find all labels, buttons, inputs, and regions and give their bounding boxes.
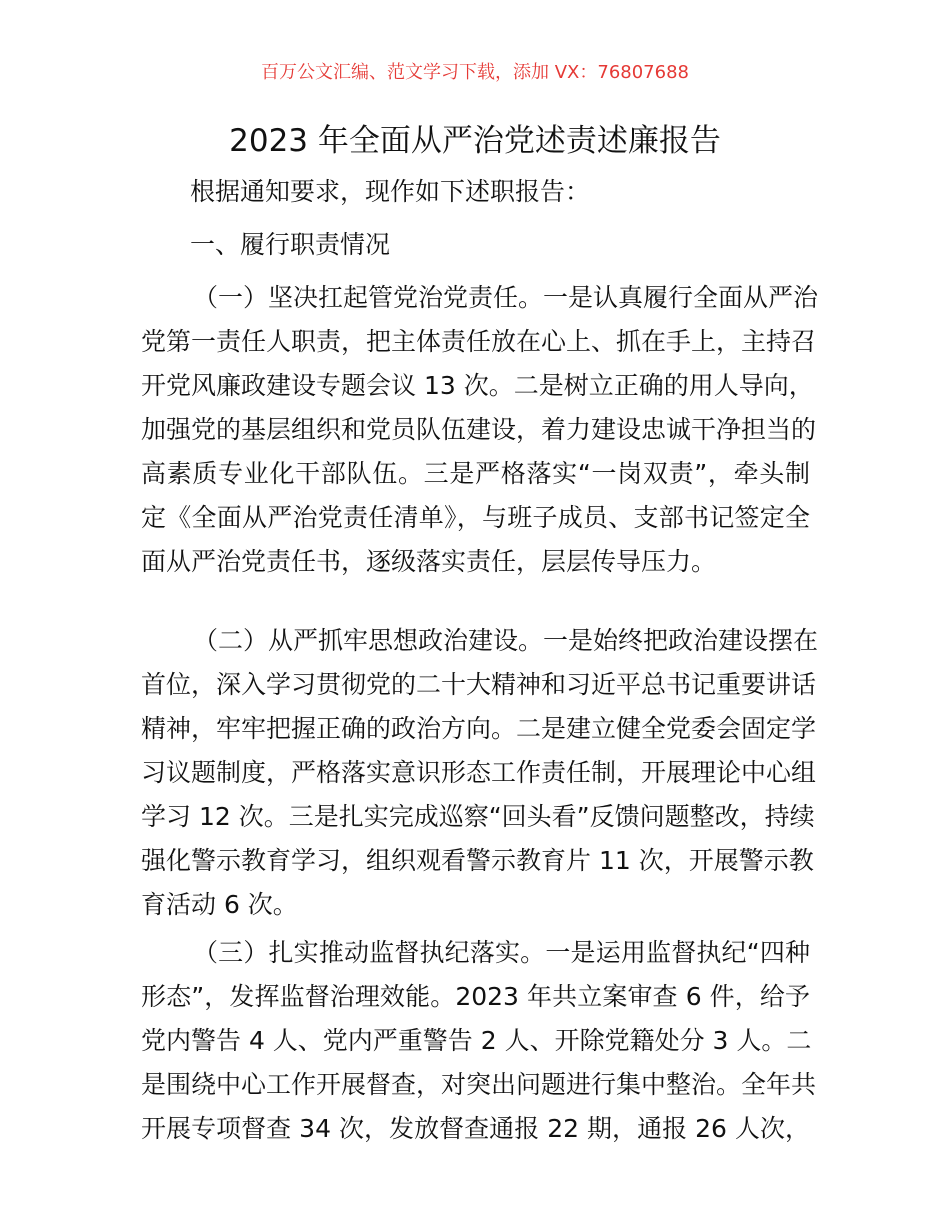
paragraph-line: 首位，深入学习贯彻党的二十大精神和习近平总书记重要讲话	[141, 670, 817, 699]
paragraph-line: 学习 12 次。三是扎实完成巡察“回头看”反馈问题整改，持续	[141, 802, 815, 831]
paragraph-line: 开党风廉政建设专题会议 13 次。二是树立正确的用人导向，	[141, 371, 814, 400]
paragraph-line: 高素质专业化干部队伍。三是严格落实“一岗双责”，牵头制	[141, 459, 810, 488]
paragraph-line: 党第一责任人职责，把主体责任放在心上、抓在手上，主持召	[141, 327, 817, 356]
paragraph-3	[141, 931, 817, 1151]
paragraph-line: 习议题制度，严格落实意识形态工作责任制，开展理论中心组	[141, 758, 817, 787]
document-title: 2023 年全面从严治党述责述廉报告	[229, 123, 721, 159]
section-heading: 一、履行职责情况	[190, 230, 391, 259]
paragraph-line: 加强党的基层组织和党员队伍建设，着力建设忠诚干净担当的	[141, 415, 817, 444]
paragraph-line: （二）从严抓牢思想政治建设。一是始终把政治建设摆在	[193, 626, 819, 655]
paragraph-line: 定《全面从严治党责任清单》，与班子成员、支部书记签定全	[141, 503, 810, 532]
paragraph-2	[141, 619, 819, 927]
paragraph-line: 精神，牢牢把握正确的政治方向。二是建立健全党委会固定学	[141, 714, 817, 743]
paragraph-line: 育活动 6 次。	[141, 890, 298, 919]
paragraph-line: 党内警告 4 人、党内严重警告 2 人、开除党籍处分 3 人。二	[141, 1026, 812, 1055]
watermark-header: 百万公文汇编、范文学习下载，添加 VX：76807688	[261, 62, 689, 83]
paragraph-line: 开展专项督查 34 次，发放督查通报 22 期，通报 26 人次，	[141, 1114, 810, 1143]
paragraph-line: （三）扎实推动监督执纪落实。一是运用监督执纪“四种	[193, 938, 810, 967]
paragraph-line: 是围绕中心工作开展督查，对突出问题进行集中整治。全年共	[141, 1070, 817, 1099]
paragraph-line: 面从严治党责任书，逐级落实责任，层层传导压力。	[141, 547, 717, 576]
paragraph-line: 形态”，发挥监督治理效能。2023 年共立案审查 6 件，给予	[141, 982, 810, 1011]
paragraph-1	[141, 276, 819, 584]
paragraph-line: 强化警示教育学习，组织观看警示教育片 11 次，开展警示教	[141, 846, 814, 875]
paragraph-line: （一）坚决扛起管党治党责任。一是认真履行全面从严治	[193, 283, 819, 312]
intro-text: 根据通知要求，现作如下述职报告：	[190, 177, 591, 206]
